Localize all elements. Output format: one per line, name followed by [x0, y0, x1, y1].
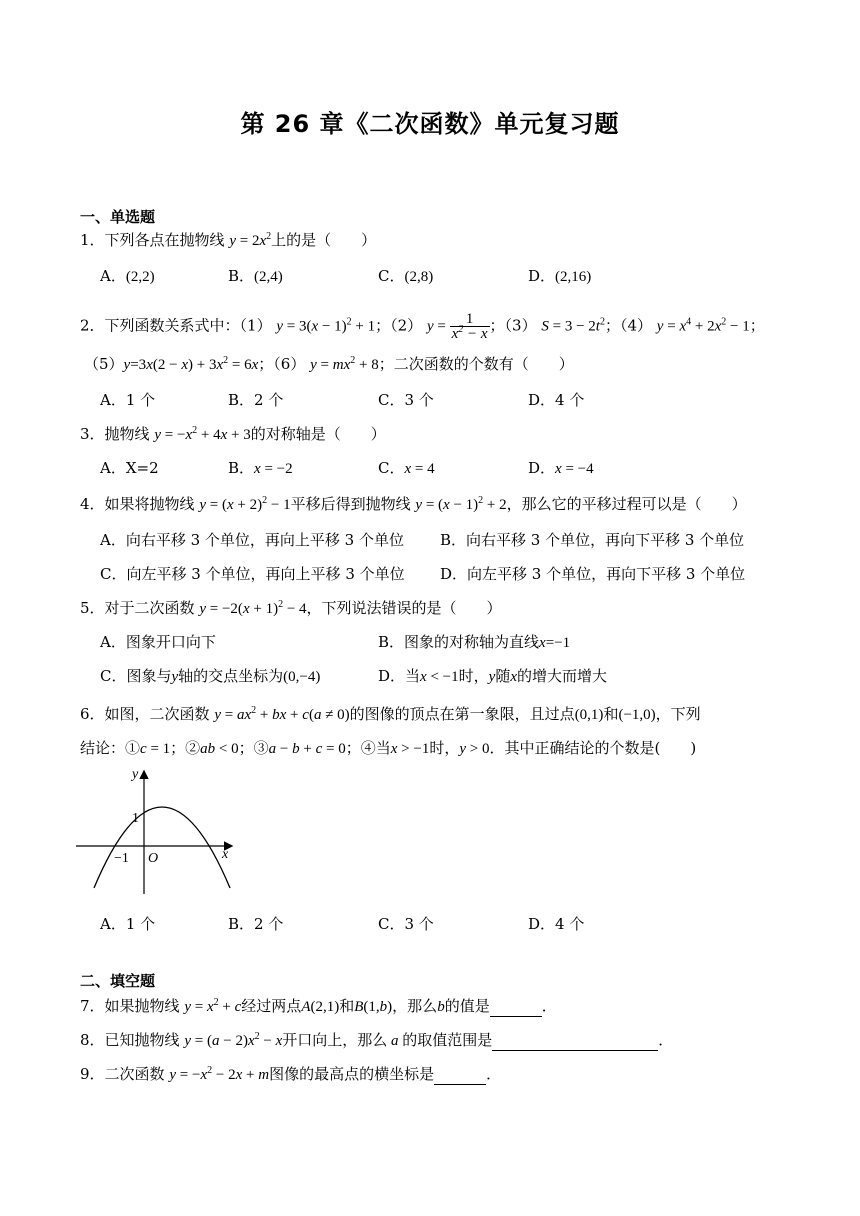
section-heading-fill-blank: 二、填空题	[80, 972, 156, 990]
q1-option-d[interactable]: D．(2,16)	[528, 267, 592, 285]
question-5: 5．对于二次函数 $y = -2(x + 1)^2 - 4$，下列说法错误的是（ ）	[80, 599, 502, 617]
question-2-line-2: $(5)y=3x(2 - x) + 3x^2 = 6x$；（6） $y = mx^2 + 8$；二次函数的个数有（ ）	[84, 355, 574, 373]
tick-label-one: 1	[132, 811, 139, 826]
fraction: $\frac{1}{x^2 - x}$	[451, 311, 488, 342]
q3-option-a[interactable]: A．X=2	[100, 459, 159, 477]
q6-option-d[interactable]: D．4 个	[528, 915, 585, 933]
q4-option-c[interactable]: C．向左平移 3 个单位，再向上平移 3 个单位	[100, 565, 405, 583]
question-2-line-1: 2．下列函数关系式中：（1） $y = 3(x - 1)^2 + 1$；（2） y = $\frac{1}{x^2 - x}$ ；（3） $S = 3 - 2t^2$；（4） $y = x^4 + 2x^2 - 1$；	[80, 311, 765, 342]
q1-option-a[interactable]: A．(2,2)	[100, 267, 155, 285]
q5-option-c[interactable]: C．图象与y轴的交点坐标为(0,−4)	[100, 667, 321, 685]
q1-option-c[interactable]: C．(2,8)	[378, 267, 434, 285]
question-6-line-2: 结论：①c = 1；②ab < 0；③a − b + c = 0；④当x > −1时，y > 0．其中正确结论的个数是( )	[80, 739, 697, 757]
q2-option-c[interactable]: C．3 个	[378, 391, 434, 409]
answer-blank[interactable]	[490, 1000, 542, 1017]
q6-option-b[interactable]: B．2 个	[228, 915, 284, 933]
question-7: 7．如果抛物线 $y = x^2 + c$经过两点A(2,1)和B(1,b)，那么b的值是 ．	[80, 997, 557, 1015]
q4-option-d[interactable]: D．向左平移 3 个单位，再向下平移 3 个单位	[440, 565, 746, 583]
q3-option-c[interactable]: C．x = 4	[378, 459, 435, 477]
question-3: 3．抛物线 $y = -x^2 + 4x + 3$的对称轴是（ ）	[80, 425, 386, 443]
tick-label-neg-one: −1	[114, 851, 129, 866]
question-9: 9．二次函数 $y = -x^2 - 2x + m$图像的最高点的横坐标是 ．	[80, 1065, 502, 1083]
q6-option-c[interactable]: C．3 个	[378, 915, 434, 933]
q2-option-a[interactable]: A．1 个	[100, 391, 156, 409]
q1-option-b[interactable]: B．(2,4)	[228, 267, 283, 285]
x-axis-label: x	[222, 847, 229, 862]
page-title: 第 26 章《二次函数》单元复习题	[240, 110, 620, 138]
q4-option-a[interactable]: A．向右平移 3 个单位，再向上平移 3 个单位	[100, 531, 404, 549]
q3-option-d[interactable]: D．x = −4	[528, 459, 594, 477]
section-heading-single-choice: 一、单选题	[80, 208, 156, 226]
question-4: 4．如果将抛物线 $y = (x + 2)^2 - 1$平移后得到抛物线 $y = (x - 1)^2 + 2$，那么它的平移过程可以是（ ）	[80, 495, 747, 513]
parabola-graph	[76, 766, 246, 896]
q2-option-d[interactable]: D．4 个	[528, 391, 585, 409]
q6-option-a[interactable]: A．1 个	[100, 915, 156, 933]
q5-option-a[interactable]: A．图象开口向下	[100, 633, 216, 651]
q2-option-b[interactable]: B．2 个	[228, 391, 284, 409]
parabola-curve	[94, 807, 230, 888]
q3-option-b[interactable]: B．x = −2	[228, 459, 293, 477]
answer-blank[interactable]	[492, 1034, 658, 1051]
answer-blank[interactable]	[434, 1068, 486, 1085]
origin-label: O	[148, 851, 159, 866]
q5-option-b[interactable]: B．图象的对称轴为直线x=−1	[378, 633, 571, 651]
y-axis-label: y	[132, 767, 139, 782]
question-8: 8．已知抛物线 $y = (a - 2)x^2 - x$开口向上，那么 a 的取值范围是 ．	[80, 1031, 674, 1049]
question-1: 1．下列各点在抛物线 $y = 2x^2$上的是（ ）	[80, 231, 377, 249]
q5-option-d[interactable]: D．当x < −1时，y随x的增大而增大	[378, 667, 608, 685]
q4-option-b[interactable]: B．向右平移 3 个单位，再向下平移 3 个单位	[440, 531, 745, 549]
question-6-line-1: 6．如图，二次函数 $y = ax^2$ + bx + c(a ≠ 0)的图像的顶点在第一象限，且过点(0,1)和(−1,0)，下列	[80, 705, 701, 723]
